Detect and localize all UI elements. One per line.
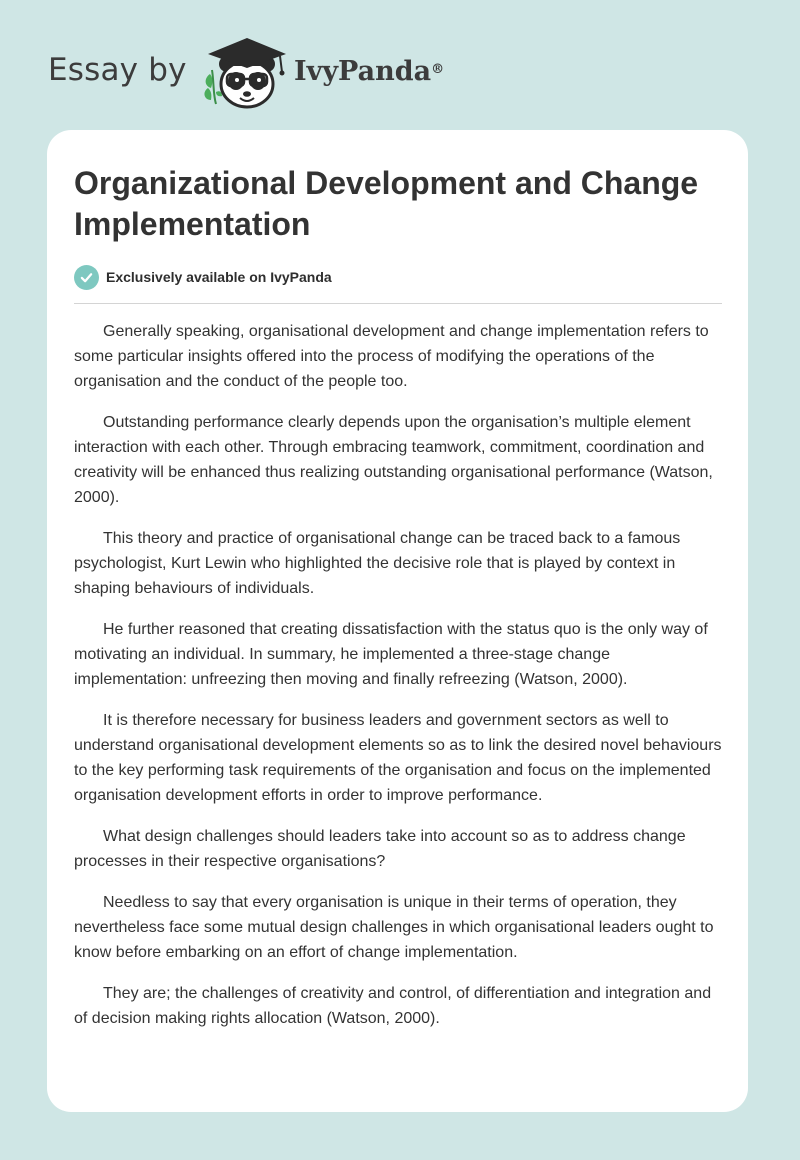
site-header: [0, 0, 800, 130]
paragraph: They are; the challenges of creativity and control, of differentiation and integration and of decision making rights allocation (Watson, 2000).: [74, 985, 712, 1027]
essay-card: [47, 130, 748, 1112]
registered-mark: ®: [431, 62, 445, 77]
essay-body: [74, 319, 726, 1047]
paragraph: Outstanding performance clearly depends upon the organisation’s multiple element interaction with each other. Through embracing teamwork, commitment, coordination and creativity will be enhanced thus realizing outstanding organisational performance (Watson, 2000).: [74, 414, 713, 506]
checkmark-icon: [74, 265, 99, 290]
divider: [74, 303, 722, 304]
brand-name-text: IvyPanda: [294, 56, 432, 87]
paragraph: It is therefore necessary for business leaders and government sectors as well to understand organisational development elements so as to link the desired novel behaviours to the key performing task requirements of the organisation and focus on the implemented organisation development efforts in order to improve performance.: [74, 712, 722, 804]
badge-text: Exclusively available on IvyPanda: [106, 269, 332, 285]
paragraph: Needless to say that every organisation is unique in their terms of operation, they nevertheless face some mutual design challenges in which organisational leaders ought to know before embarking on an effort of change implementation.: [74, 894, 714, 961]
brand-name[interactable]: [294, 54, 444, 90]
leaf-icon: [204, 70, 222, 104]
paragraph: He further reasoned that creating dissatisfaction with the status quo is the only way of motivating an individual. In summary, he implemented a three-stage change implementation: unfreezing then moving and finally refreezing (Watson, 2000).: [74, 621, 708, 688]
panda-logo-icon[interactable]: [200, 34, 292, 110]
paragraph: What design challenges should leaders take into account so as to address change processes in their respective organisations?: [74, 828, 686, 870]
essay-by-label: Essay by: [48, 52, 187, 88]
exclusive-badge: [74, 264, 332, 290]
paragraph: Generally speaking, organisational development and change implementation refers to some particular insights offered into the process of modifying the operations of the organisation and the conduct of the people too.: [74, 323, 709, 390]
essay-title: Organizational Development and Change Implementation: [74, 165, 699, 242]
paragraph: This theory and practice of organisational change can be traced back to a famous psychologist, Kurt Lewin who highlighted the decisive role that is played by context in shaping behaviours of individuals.: [74, 530, 681, 597]
